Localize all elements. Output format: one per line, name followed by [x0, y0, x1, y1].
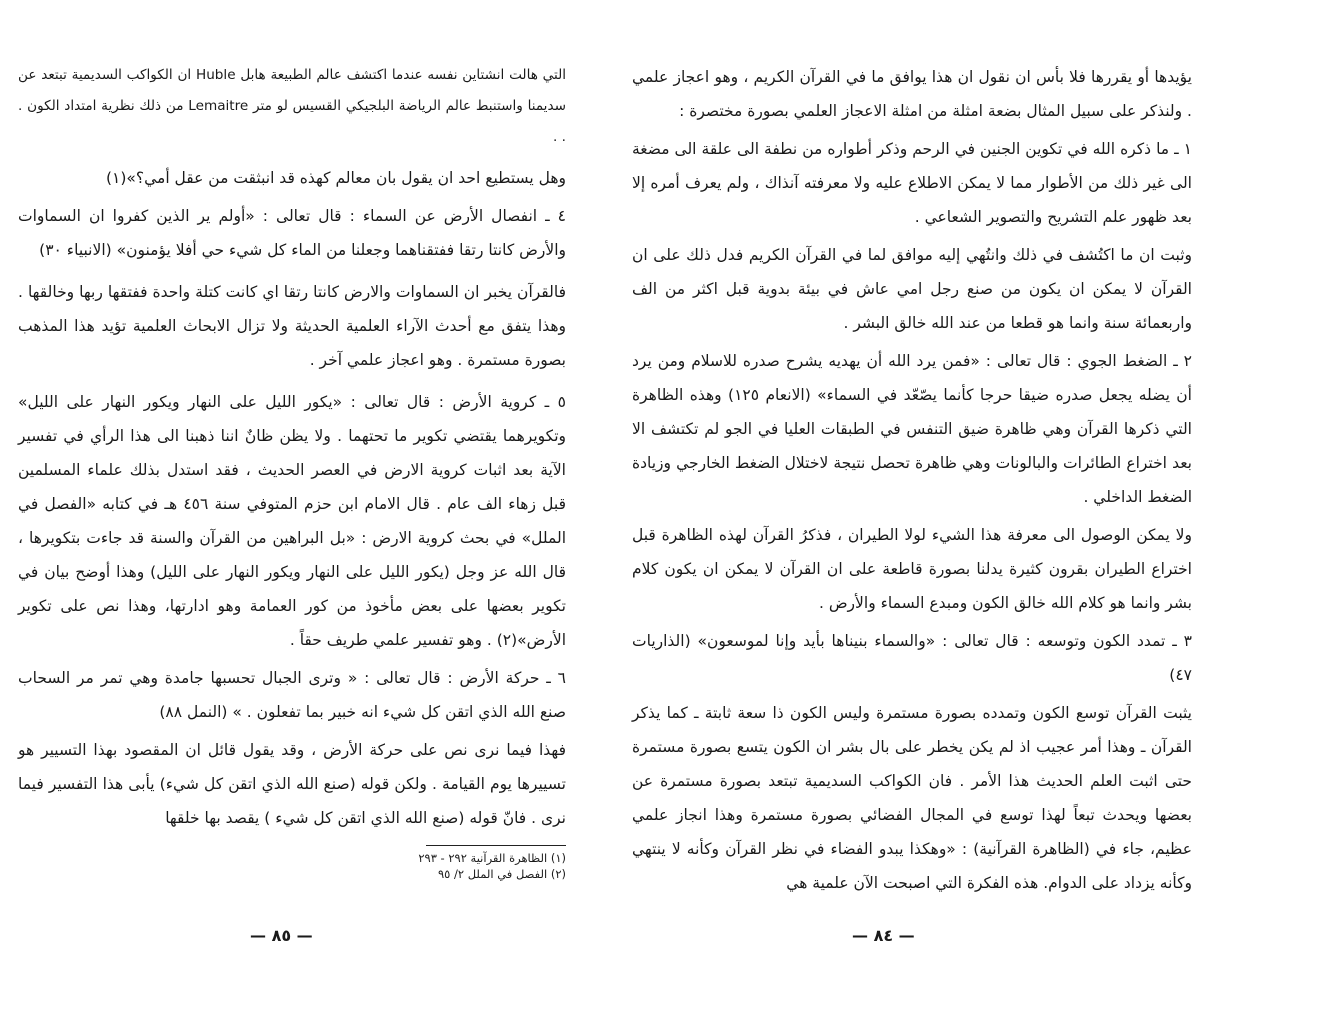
- page-number-right: — ٨٤ —: [852, 926, 915, 945]
- footnotes: [18, 850, 566, 882]
- left-paragraph-2: وهل يستطيع احد ان يقول بان معالم كهذه قد انبثقت من عقل أمي؟»(١): [105, 169, 566, 187]
- left-paragraph-4: فالقرآن يخبر ان السماوات والارض كانتا رتقا اي كانت كتلة واحدة ففتقها ربها وخالقها . وهذا يتفق مع أحدث الآراء العلمية الحديثة ولا تزال الابحاث العلمية تؤيد هذا المذهب بصورة مستمرة . وهو اعجاز علمي آخر .: [18, 283, 566, 369]
- page-number-left: — ٨٥ —: [250, 926, 313, 945]
- right-paragraph-7: يثبت القرآن توسع الكون وتمدده بصورة مستمرة وليس الكون ذا سعة ثابتة ـ كما يذكر القرآن ـ وهذا أمر عجيب اذ لم يكن يخطر على بال بشر ان الكون يتسع بصورة مستمرة حتى اثبت العلم الحديث هذا الأمر . فان الكواكب السديمية تبتعد بصورة مستمرة عن بعضها ويحدث تبعاً لهذا توسع في المجال الفضائي بصورة مستمرة وهذا انجاز علمي عظيم، جاء في (الظاهرة القرآنية) : «وهكذا يبدو الفضاء في نظر القرآن وكأنه لا ينتهي وكأنه يزداد على الدوام. هذه الفكرة التي اصبحت الآن علمية هي: [632, 704, 1192, 892]
- left-paragraph-1: التي هالت انشتاين نفسه عندما اكتشف عالم الطبيعة هابل Huble ان الكواكب السديمية تبتعد عن سديمنا واستنبط عالم الرياضة البلجيكي القسيس لو متر Lemaitre من ذلك نظرية امتداد الكون . . .: [18, 67, 566, 145]
- right-paragraph-3: وثبت ان ما اكتُشف في ذلك وانتُهي إليه موافق لما في القرآن الكريم فدل ذلك على ان القرآن لا يمكن ان يكون من صنع رجل امي عاش في بيئة بدوية قبل اكثر من الف واربعمائة سنة وانما هو قطعا من عند الله خالق البشر .: [632, 246, 1192, 332]
- footnote-divider: [426, 845, 566, 846]
- right-paragraph-4: ٢ ـ الضغط الجوي : قال تعالى : «فمن يرد الله أن يهديه يشرح صدره للاسلام ومن يرد أن يضله يجعل صدره ضيقا حرجا كأنما يصّعّد في السماء» (الانعام ١٢٥) وهذه الظاهرة التي ذكرها القرآن وهي ظاهرة ضيق التنفس في الطبقات العليا في الجو لم تكتشف الا بعد اختراع الطائرات والبالونات وهي ظاهرة تحصل نتيجة لاختلال الضغط الخارجي وزيادة الضغط الداخلي .: [632, 352, 1192, 506]
- footnote-1: (١) الظاهرة القرآنية ٢٩٢ - ٢٩٣: [418, 851, 566, 865]
- right-paragraph-1: يؤيدها أو يقررها فلا بأس ان نقول ان هذا يوافق ما في القرآن الكريم ، وهو اعجاز علمي . ولنذكر على سبيل المثال بضعة امثلة من امثلة الاعجاز العلمي بصورة مختصرة :: [632, 68, 1192, 120]
- right-paragraph-6: ٣ ـ تمدد الكون وتوسعه : قال تعالى : «والسماء بنيناها بأيد وإنا لموسعون» (الذاريات ٤٧): [632, 632, 1192, 684]
- left-paragraph-6: ٦ ـ حركة الأرض : قال تعالى : « وترى الجبال تحسبها جامدة وهي تمر مر السحاب صنع الله الذي اتقن كل شيء انه خبير بما تفعلون . » (النمل ٨٨): [18, 669, 566, 721]
- left-paragraph-3: ٤ ـ انفصال الأرض عن السماء : قال تعالى : «أولم ير الذين كفروا ان السماوات والأرض كانتا رتقا ففتقناهما وجعلنا من الماء كل شيء حي أفلا يؤمنون» (الانبياء ٣٠): [18, 207, 566, 259]
- right-page: [632, 60, 1192, 900]
- footnote-2: (٢) الفصل في الملل ٢/ ٩٥: [437, 867, 566, 881]
- left-paragraph-5: ٥ ـ كروية الأرض : قال تعالى : «يكور الليل على النهار ويكور النهار على الليل» وتكويرهما يقتضي تكوير ما تحتهما . ولا يظن ظانٌ اننا ذهبنا الى هذا الرأي في تفسير الآية بعد اثبات كروية الارض في العصر الحديث ، فقد استدل بذلك علماء المسلمين قبل زهاء الف عام . قال الامام ابن حزم المتوفي سنة ٤٥٦ هـ في كتابه «الفصل في الملل» في بحث كروية الارض : «بل البراهين من القرآن والسنة قد جاءت بتكويرها ، قال الله عز وجل (يكور الليل على النهار ويكور النهار على الليل) وهذا أوضح بيان في تكوير بعضها على بعض مأخوذ من كور العمامة وهو ادارتها، وهذا نص على تكوير الأرض»(٢) . وهو تفسير علمي طريف حقاً .: [18, 393, 566, 649]
- right-paragraph-2: ١ ـ ما ذكره الله في تكوين الجنين في الرحم وذكر أطواره من نطفة الى علقة الى مضغة الى غير ذلك من الأطوار مما لا يمكن الاطلاع عليه ولا معرفته آنذاك ، ولم يعرف أمره إلا بعد ظهور علم التشريح والتصوير الشعاعي .: [632, 140, 1192, 226]
- left-page: [18, 60, 566, 882]
- right-paragraph-5: ولا يمكن الوصول الى معرفة هذا الشيء لولا الطيران ، فذكرُ القرآن لهذه الظاهرة قبل اختراع الطيران بقرون كثيرة يدلنا بصورة قاطعة على ان القرآن لا يمكن ان يكون كلام بشر وانما هو كلام الله خالق الكون ومبدع السماء والأرض .: [632, 526, 1192, 612]
- left-paragraph-7: فهذا فيما نرى نص على حركة الأرض ، وقد يقول قائل ان المقصود بهذا التسيير هو تسييرها يوم القيامة . ولكن قوله (صنع الله الذي اتقن كل شيء) يأبى هذا التفسير فيما نرى . فانّ قوله (صنع الله الذي اتقن كل شيء ) يقصد بها خلقها: [18, 741, 566, 827]
